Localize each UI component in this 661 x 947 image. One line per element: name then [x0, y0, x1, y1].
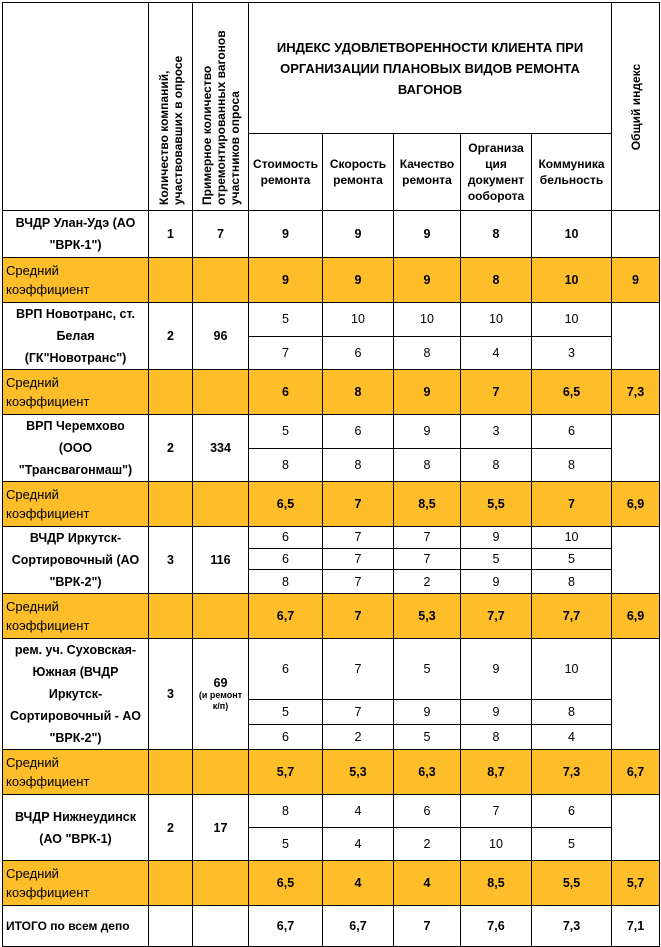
score-cell: 7 [323, 548, 394, 570]
average-value: 8,7 [461, 750, 532, 795]
average-value: 9 [394, 258, 461, 303]
score-cell: 10 [532, 303, 612, 337]
average-empty-cell [193, 594, 249, 639]
average-empty-cell [149, 482, 193, 527]
score-cell: 8 [249, 448, 323, 482]
header-wagons-text: Примерное количество отремонтированных вагонов участников опроса [199, 29, 242, 205]
average-total-index: 5,7 [612, 861, 660, 906]
score-cell: 4 [323, 828, 394, 861]
wagons-value: 69 [213, 676, 228, 690]
score-cell: 9 [394, 211, 461, 258]
average-row [3, 258, 660, 303]
average-value: 6,5 [532, 370, 612, 415]
average-value: 5,5 [461, 482, 532, 527]
score-cell: 4 [532, 725, 612, 750]
wagons-value: 116 [210, 553, 231, 567]
score-cell: 8 [532, 448, 612, 482]
criteria-header-1: Стоимость ремонта [249, 134, 323, 211]
score-cell: 6 [532, 795, 612, 828]
satisfaction-table-sheet [2, 2, 660, 947]
score-cell: 8 [394, 448, 461, 482]
score-cell: 4 [323, 795, 394, 828]
grand-total-label: ИТОГО по всем депо [3, 906, 149, 947]
score-cell: 6 [532, 415, 612, 449]
score-cell: 6 [249, 639, 323, 700]
criteria-header-5: Коммуника бельность [532, 134, 612, 211]
average-value: 5,7 [249, 750, 323, 795]
average-value: 5,5 [532, 861, 612, 906]
total-empty-cell [612, 639, 660, 750]
grand-total-value: 6,7 [249, 906, 323, 947]
average-value: 7,3 [532, 750, 612, 795]
score-cell: 5 [249, 415, 323, 449]
grand-total-value: 7,3 [532, 906, 612, 947]
average-value: 8,5 [461, 861, 532, 906]
average-value: 9 [394, 370, 461, 415]
score-cell: 8 [249, 795, 323, 828]
total-empty-cell [612, 303, 660, 370]
average-label: Средний коэффициент [3, 258, 149, 303]
table-row [3, 303, 660, 337]
average-value: 8,5 [394, 482, 461, 527]
average-empty-cell [149, 258, 193, 303]
average-label: Средний коэффициент [3, 370, 149, 415]
score-cell: 5 [394, 725, 461, 750]
score-cell: 6 [249, 527, 323, 549]
average-label: Средний коэффициент [3, 594, 149, 639]
average-value: 5,3 [323, 750, 394, 795]
header-index-title: ИНДЕКС УДОВЛЕТВОРЕННОСТИ КЛИЕНТА ПРИ ОРГАНИЗАЦИИ ПЛАНОВЫХ ВИДОВ РЕМОНТА ВАГОНОВ [249, 3, 612, 134]
criteria-header-2: Скорость ремонта [323, 134, 394, 211]
table-row [3, 211, 660, 258]
score-cell: 7 [394, 548, 461, 570]
average-empty-cell [193, 861, 249, 906]
average-label: Средний коэффициент [3, 750, 149, 795]
average-value: 6,5 [249, 482, 323, 527]
wagons-count [193, 303, 249, 370]
average-value: 9 [323, 258, 394, 303]
score-cell: 10 [532, 211, 612, 258]
header-row [3, 3, 660, 134]
score-cell: 9 [323, 211, 394, 258]
average-value: 6,3 [394, 750, 461, 795]
average-value: 8 [323, 370, 394, 415]
depot-name: ВЧДР Улан-Удэ (АО "ВРК-1") [3, 211, 149, 258]
table-row [3, 415, 660, 449]
grand-total-empty-cell [149, 906, 193, 947]
score-cell: 4 [461, 336, 532, 370]
companies-count: 3 [149, 527, 193, 594]
score-cell: 8 [394, 336, 461, 370]
score-cell: 10 [532, 527, 612, 549]
companies-count: 1 [149, 211, 193, 258]
score-cell: 5 [249, 700, 323, 725]
average-empty-cell [149, 750, 193, 795]
wagons-count [193, 415, 249, 482]
score-cell: 8 [461, 211, 532, 258]
score-cell: 5 [249, 828, 323, 861]
score-cell: 8 [249, 570, 323, 594]
score-cell: 6 [394, 795, 461, 828]
score-cell: 9 [461, 639, 532, 700]
depot-name: ВЧДР Нижнеудинск (АО "ВРК-1) [3, 795, 149, 861]
average-row [3, 594, 660, 639]
score-cell: 8 [461, 725, 532, 750]
average-total-index: 9 [612, 258, 660, 303]
score-cell: 8 [532, 570, 612, 594]
score-cell: 8 [323, 448, 394, 482]
header-companies [149, 3, 193, 211]
average-value: 7 [323, 482, 394, 527]
header-companies-text: Количество компаний, участвовавших в опросе [156, 55, 185, 205]
average-value: 4 [323, 861, 394, 906]
score-cell: 10 [461, 303, 532, 337]
average-value: 7 [461, 370, 532, 415]
grand-total-value: 6,7 [323, 906, 394, 947]
companies-count: 2 [149, 303, 193, 370]
score-cell: 2 [394, 570, 461, 594]
score-cell: 9 [461, 570, 532, 594]
wagons-value: 17 [213, 820, 228, 835]
average-label: Средний коэффициент [3, 861, 149, 906]
score-cell: 7 [323, 570, 394, 594]
wagons-count [193, 527, 249, 594]
average-row [3, 482, 660, 527]
depot-name: ВЧДР Иркутск- Сортировочный (АО "ВРК-2") [3, 527, 149, 594]
average-value: 6,7 [249, 594, 323, 639]
score-cell: 5 [394, 639, 461, 700]
wagons-count [193, 211, 249, 258]
grand-total-value: 7,6 [461, 906, 532, 947]
grand-total-value: 7 [394, 906, 461, 947]
average-empty-cell [149, 594, 193, 639]
total-empty-cell [612, 211, 660, 258]
average-empty-cell [193, 750, 249, 795]
score-cell: 7 [323, 527, 394, 549]
depot-name: ВРП Черемхово (ООО "Трансвагонмаш") [3, 415, 149, 482]
average-total-index: 6,9 [612, 482, 660, 527]
score-cell: 6 [249, 548, 323, 570]
total-empty-cell [612, 795, 660, 861]
wagons-value: 96 [213, 329, 228, 343]
average-value: 7 [532, 482, 612, 527]
score-cell: 9 [461, 700, 532, 725]
score-cell: 7 [394, 527, 461, 549]
score-cell: 9 [394, 700, 461, 725]
average-label: Средний коэффициент [3, 482, 149, 527]
criteria-header-4: Организа ция документ ооборота [461, 134, 532, 211]
average-value: 7,7 [461, 594, 532, 639]
score-cell: 5 [461, 548, 532, 570]
satisfaction-index-table [2, 2, 660, 947]
grand-total-index: 7,1 [612, 906, 660, 947]
average-empty-cell [193, 482, 249, 527]
wagons-note: (и ремонт к/п) [198, 690, 243, 711]
score-cell: 8 [461, 448, 532, 482]
header-corner [3, 3, 149, 211]
average-value: 6 [249, 370, 323, 415]
average-value: 5,3 [394, 594, 461, 639]
average-value: 7 [323, 594, 394, 639]
average-total-index: 6,7 [612, 750, 660, 795]
total-empty-cell [612, 527, 660, 594]
score-cell: 6 [323, 336, 394, 370]
average-row [3, 750, 660, 795]
score-cell: 5 [249, 303, 323, 337]
average-row [3, 861, 660, 906]
score-cell: 5 [532, 828, 612, 861]
average-value: 10 [532, 258, 612, 303]
score-cell: 6 [249, 725, 323, 750]
companies-count: 3 [149, 639, 193, 750]
score-cell: 9 [249, 211, 323, 258]
depot-name: рем. уч. Суховская- Южная (ВЧДР Иркутск- Сортировочный - АО "ВРК-2") [3, 639, 149, 750]
score-cell: 7 [249, 336, 323, 370]
criteria-header-3: Качество ремонта [394, 134, 461, 211]
grand-total-row [3, 906, 660, 947]
score-cell: 10 [461, 828, 532, 861]
average-row [3, 370, 660, 415]
average-value: 8 [461, 258, 532, 303]
companies-count: 2 [149, 795, 193, 861]
average-empty-cell [149, 861, 193, 906]
score-cell: 2 [323, 725, 394, 750]
score-cell: 7 [323, 639, 394, 700]
score-cell: 3 [532, 336, 612, 370]
score-cell: 3 [461, 415, 532, 449]
score-cell: 5 [532, 548, 612, 570]
depot-name: ВРП Новотранс, ст. Белая (ГК"Новотранс") [3, 303, 149, 370]
average-value: 6,5 [249, 861, 323, 906]
score-cell: 7 [461, 795, 532, 828]
header-total-index [612, 3, 660, 211]
average-value: 4 [394, 861, 461, 906]
score-cell: 10 [532, 639, 612, 700]
wagons-value: 7 [217, 227, 224, 241]
companies-count: 2 [149, 415, 193, 482]
score-cell: 10 [323, 303, 394, 337]
score-cell: 6 [323, 415, 394, 449]
grand-total-empty-cell [193, 906, 249, 947]
total-empty-cell [612, 415, 660, 482]
header-wagons [193, 3, 249, 211]
score-cell: 9 [461, 527, 532, 549]
average-total-index: 7,3 [612, 370, 660, 415]
header-total-index-text: Общий индекс [628, 63, 643, 150]
average-empty-cell [193, 258, 249, 303]
table-row [3, 527, 660, 549]
wagons-count [193, 639, 249, 750]
average-empty-cell [193, 370, 249, 415]
score-cell: 9 [394, 415, 461, 449]
score-cell: 7 [323, 700, 394, 725]
average-empty-cell [149, 370, 193, 415]
wagons-count [193, 795, 249, 861]
table-row [3, 639, 660, 700]
score-cell: 8 [532, 700, 612, 725]
average-total-index: 6,9 [612, 594, 660, 639]
score-cell: 10 [394, 303, 461, 337]
average-value: 7,7 [532, 594, 612, 639]
average-value: 9 [249, 258, 323, 303]
table-row [3, 795, 660, 828]
score-cell: 2 [394, 828, 461, 861]
wagons-value: 334 [210, 441, 231, 455]
